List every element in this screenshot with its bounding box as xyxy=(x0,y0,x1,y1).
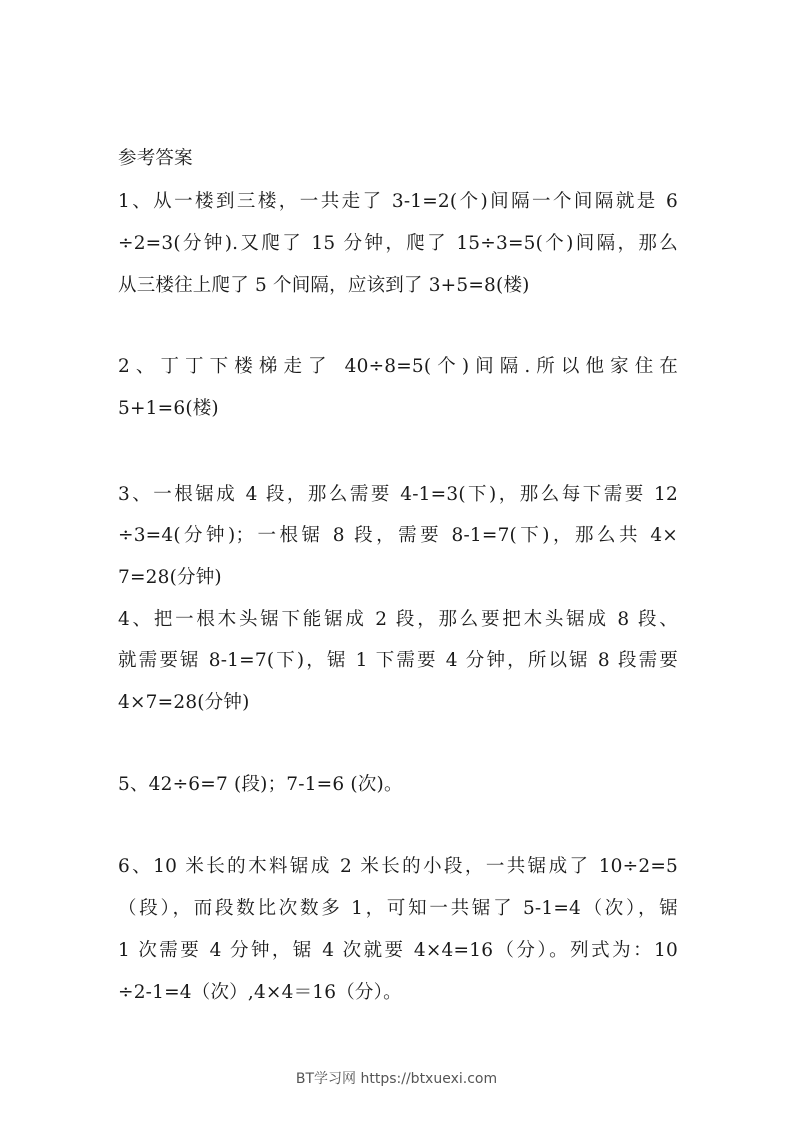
answer-6-line-3: 1 次需要 4 分钟，锯 4 次就要 4×4=16（分）。列式为：10 xyxy=(118,940,678,961)
answer-4-line-2: 就需要锯 8-1=7(下)，锯 1 下需要 4 分钟，所以锯 8 段需要 xyxy=(118,650,678,671)
answer-6-line-4: ÷2-1=4（次）,4×4＝16（分）。 xyxy=(118,982,402,1003)
answer-1-line-2: ÷2=3(分钟).又爬了 15 分钟，爬了 15÷3=5(个)间隔，那么 xyxy=(118,233,678,254)
answer-1-line-3: 从三楼往上爬了 5 个间隔，应该到了 3+5=8(楼) xyxy=(118,275,530,296)
answer-4-line-1: 4、把一根木头锯下能锯成 2 段，那么要把木头锯成 8 段、 xyxy=(118,609,678,630)
answer-3-line-1: 3、一根锯成 4 段，那么需要 4-1=3(下)，那么每下需要 12 xyxy=(118,484,678,505)
answer-3-line-2: ÷3=4(分钟)；一根锯 8 段，需要 8-1=7(下)，那么共 4× xyxy=(118,525,678,546)
answer-6-line-2: （段），而段数比次数多 1，可知一共锯了 5-1=4（次），锯 xyxy=(118,898,678,919)
answer-2-line-2: 5+1=6(楼) xyxy=(118,398,219,419)
answer-5-line-1: 5、42÷6=7 (段)；7-1=6 (次)。 xyxy=(118,774,403,795)
page-title: 参考答案 xyxy=(118,148,193,169)
answer-1-line-1: 1、从一楼到三楼，一共走了 3-1=2(个)间隔一个间隔就是 6 xyxy=(118,191,678,212)
answer-2-line-1: 2、丁丁下楼梯走了 40÷8=5(个)间隔.所以他家住在 xyxy=(118,356,678,377)
answer-4-line-3: 4×7=28(分钟) xyxy=(118,692,250,713)
footer-watermark: BT学习网 https://btxuexi.com xyxy=(295,1071,498,1087)
answer-6-line-1: 6、10 米长的木料锯成 2 米长的小段，一共锯成了 10÷2=5 xyxy=(118,856,678,877)
answer-3-line-3: 7=28(分钟) xyxy=(118,567,222,588)
